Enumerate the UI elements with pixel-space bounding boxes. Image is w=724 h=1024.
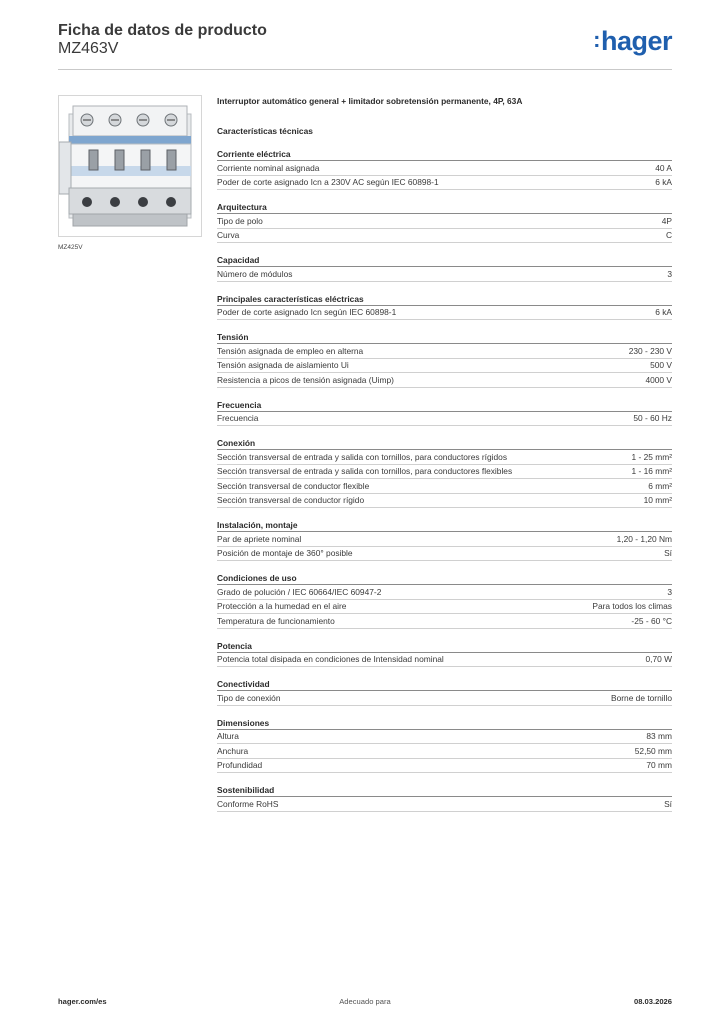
tech-characteristics-heading: Características técnicas [217, 126, 313, 136]
spec-label: Sección transversal de conductor rígido [217, 495, 365, 506]
spec-value: C [665, 230, 672, 241]
spec-row [217, 532, 672, 547]
section-title: Arquitectura [217, 201, 672, 214]
spec-row [217, 585, 672, 600]
spec-row [217, 547, 672, 562]
spec-value: 3 [667, 268, 672, 279]
spec-label: Altura [217, 731, 239, 742]
spec-value: Borne de tornillo [611, 692, 672, 703]
spec-value: 6 kA [655, 177, 672, 188]
spec-row [217, 465, 672, 480]
spec-label: Potencia total disipada en condiciones de Intensidad nominal [217, 654, 444, 665]
spec-section [217, 293, 672, 321]
spec-value: 0,70 W [645, 654, 672, 665]
spec-label: Profundidad [217, 760, 263, 771]
spec-label: Protección a la humedad en el aire [217, 601, 347, 612]
product-specs [217, 96, 672, 823]
spec-value: 6 kA [655, 307, 672, 318]
spec-section [217, 678, 672, 706]
section-title: Sostenibilidad [217, 784, 672, 797]
section-title: Condiciones de uso [217, 572, 672, 585]
spec-value: 6 mm² [648, 480, 672, 491]
page-header [58, 22, 672, 70]
spec-label: Número de módulos [217, 268, 293, 279]
spec-row [217, 176, 672, 191]
spec-row [217, 450, 672, 465]
spec-label: Poder de corte asignado Icn a 230V AC según IEC 60898-1 [217, 177, 439, 188]
spec-row [217, 744, 672, 759]
spec-value: Sí [664, 548, 672, 559]
section-title: Capacidad [217, 254, 672, 267]
spec-section [217, 519, 672, 561]
image-caption: MZ425V [58, 244, 83, 251]
spec-label: Anchura [217, 745, 249, 756]
section-title: Dimensiones [217, 717, 672, 730]
spec-section [217, 784, 672, 812]
section-title: Tensión [217, 331, 672, 344]
product-code: MZ463V [58, 40, 119, 57]
footer-suitable-for: Adecuado para [339, 997, 391, 1006]
spec-section [217, 437, 672, 508]
spec-row [217, 344, 672, 359]
spec-row [217, 614, 672, 629]
spec-label: Temperatura de funcionamiento [217, 615, 335, 626]
spec-label: Grado de polución / IEC 60664/IEC 60947-2 [217, 586, 382, 597]
spec-row [217, 759, 672, 774]
product-image [58, 95, 202, 237]
spec-section [217, 331, 672, 388]
spec-label: Conforme RoHS [217, 798, 279, 809]
spec-section [217, 148, 672, 190]
spec-value: 1 - 25 mm² [631, 451, 672, 462]
spec-row [217, 479, 672, 494]
section-title: Principales características eléctricas [217, 293, 672, 306]
spec-value: 40 A [655, 162, 672, 173]
spec-value: 52,50 mm [634, 745, 672, 756]
spec-row [217, 267, 672, 282]
spec-value: 1,20 - 1,20 Nm [616, 533, 672, 544]
header-divider [58, 69, 672, 70]
page-title: Ficha de datos de producto [58, 22, 267, 39]
logo-text: hager [600, 26, 672, 56]
spec-row [217, 797, 672, 812]
hager-logo: :hager [593, 26, 672, 56]
spec-label: Tensión asignada de aislamiento Ui [217, 360, 349, 371]
spec-value: 70 mm [646, 760, 672, 771]
spec-label: Curva [217, 230, 240, 241]
spec-label: Sección transversal de entrada y salida con tornillos, para conductores flexibles [217, 466, 513, 477]
spec-label: Par de apriete nominal [217, 533, 302, 544]
spec-label: Resistencia a picos de tensión asignada (Uimp) [217, 374, 394, 385]
spec-row [217, 214, 672, 229]
section-title: Corriente eléctrica [217, 148, 672, 161]
spec-value: Sí [664, 798, 672, 809]
spec-row [217, 359, 672, 374]
spec-value: 50 - 60 Hz [633, 413, 672, 424]
spec-value: -25 - 60 °C [631, 615, 672, 626]
spec-label: Sección transversal de conductor flexible [217, 480, 370, 491]
page-footer [58, 997, 672, 1011]
spec-row [217, 730, 672, 745]
circuit-breaker-illustration [59, 96, 201, 236]
spec-section [217, 717, 672, 774]
spec-value: Para todos los climas [592, 601, 672, 612]
spec-value: 500 V [650, 360, 672, 371]
spec-row [217, 229, 672, 244]
spec-sections [217, 148, 672, 812]
spec-value: 3 [667, 586, 672, 597]
spec-row [217, 494, 672, 509]
section-title: Conectividad [217, 678, 672, 691]
spec-value: 4000 V [645, 374, 672, 385]
spec-row [217, 600, 672, 615]
spec-row [217, 161, 672, 176]
section-title: Potencia [217, 640, 672, 653]
spec-label: Corriente nominal asignada [217, 162, 320, 173]
section-title: Instalación, montaje [217, 519, 672, 532]
spec-value: 83 mm [646, 731, 672, 742]
spec-row [217, 653, 672, 668]
spec-value: 230 - 230 V [628, 345, 672, 356]
spec-section [217, 254, 672, 282]
spec-value: 4P [661, 215, 672, 226]
spec-label: Poder de corte asignado Icn según IEC 60898-1 [217, 307, 397, 318]
spec-section [217, 640, 672, 668]
footer-website-link[interactable]: hager.com/es [58, 997, 107, 1006]
spec-section [217, 572, 672, 629]
spec-value: 10 mm² [643, 495, 672, 506]
spec-section [217, 201, 672, 243]
spec-label: Tipo de conexión [217, 692, 281, 703]
spec-row [217, 412, 672, 427]
spec-label: Posición de montaje de 360° posible [217, 548, 353, 559]
spec-value: 1 - 16 mm² [631, 466, 672, 477]
footer-date: 08.03.2026 [633, 997, 672, 1006]
spec-row [217, 691, 672, 706]
spec-label: Tensión asignada de empleo en alterna [217, 345, 364, 356]
spec-label: Sección transversal de entrada y salida con tornillos, para conductores rígidos [217, 451, 508, 462]
section-title: Conexión [217, 437, 672, 450]
spec-row [217, 306, 672, 321]
section-title: Frecuencia [217, 399, 672, 412]
spec-label: Frecuencia [217, 413, 259, 424]
spec-row [217, 373, 672, 388]
spec-section [217, 399, 672, 427]
product-description: Interruptor automático general + limitador sobretensión permanente, 4P, 63A [217, 96, 523, 106]
spec-label: Tipo de polo [217, 215, 263, 226]
